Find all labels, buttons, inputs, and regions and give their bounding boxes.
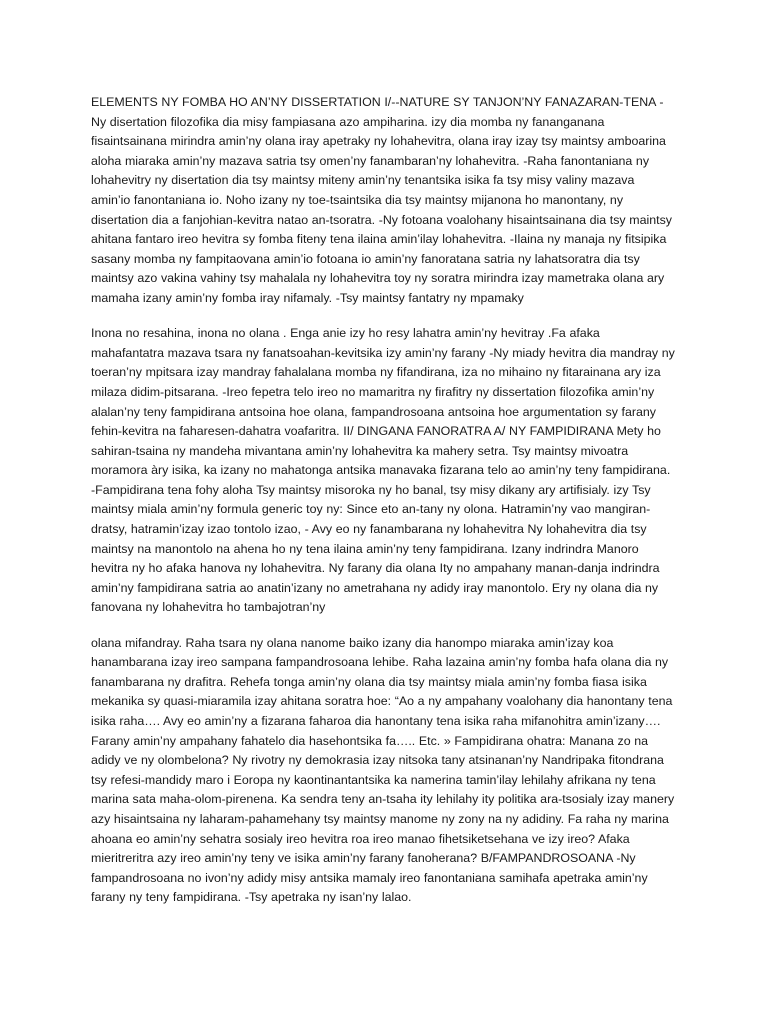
document-page	[91, 93, 675, 924]
paragraph-2: Inona no resahina, inona no olana . Enga anie izy ho resy lahatra amin’ny hevitray .Fa afaka mahafantatra mazava tsara ny fanatsoahan-kevitsika izy amin’ny farany -Ny miady hevitra dia mandray ny toeran’ny mpitsara izay mandray fahalalana momba ny fifandirana, iza no mihaino ny fitarainana ary iza milaza didim-pitsarana. -Ireo fepetra telo ireo no mamaritra ny firafitry ny dissertation filozofika amin’ny alalan’ny teny fampidirana antsoina hoe olana, fampandrosoana antsoina hoe argumentation sy farany fehin-kevitra na faharesen-dahatra voafaritra. II/ DINGANA FANORATRA A/ NY FAMPIDIRANA Mety ho sahiran-tsaina ny mandeha mivantana amin’ny lohahevitra ka mahery setra. Tsy maintsy mivoatra moramora àry isika, ka izany no mahatonga antsika manavaka fizarana telo ao amin’ny teny fampidirana. -Fampidirana tena fohy aloha Tsy maintsy misoroka ny ho banal, tsy misy dikany ary artifisialy. izy Tsy maintsy miala amin’ny formula generic toy ny: Since eto an-tany ny olona. Hatramin’ny vao mangiran-dratsy, hatramin’izay izao tontolo izao, - Avy eo ny fanambarana ny lohahevitra Ny lohahevitra dia tsy maintsy na manontolo na ahena ho ny tena ilaina amin’ny teny fampidirana. Izany indrindra Manoro hevitra ny ho afaka hanova ny lohahevitra. Ny farany dia olana Ity no ampahany manan-danja indrindra amin’ny fampidirana satria ao anatin’izany no ametrahana ny adidy iray manontolo. Ery ny olana dia ny fanovana ny lohahevitra ho tambajotran’ny	[91, 326, 675, 615]
paragraph-1: ELEMENTS NY FOMBA HO AN’NY DISSERTATION I/--NATURE SY TANJON’NY FANAZARAN-TENA -Ny disertation filozofika dia misy fampiasana azo ampiharina. izy dia momba ny fananganana fisaintsainana mirindra amin’ny olana iray apetraky ny lohahevitra, olana iray izay tsy maintsy amboarina aloha miaraka amin’ny mazava satria tsy omen’ny fanambaran’ny lohahevitra. -Raha fanontaniana ny lohahevitry ny disertation dia tsy maintsy miteny amin’ny tenantsika isika fa tsy misy valiny mazava amin’io fanontaniana io. Noho izany ny toe-tsaintsika dia tsy maintsy mijanona ho manontany, ny disertation dia a fanjohian-kevitra natao an-tsoratra. -Ny fotoana voalohany hisaintsainana dia tsy maintsy ahitana fantaro ireo hevitra sy fomba fiteny tena ilaina amin’ilay lohahevitra. -Ilaina ny manaja ny fitsipika sasany momba ny fampitaovana amin’io fotoana io amin’ny fanoratana satria ny lahatsoratra dia tsy maintsy azo vakina vahiny tsy mahalala ny lohahevitra toy ny soratra mirindra izay mametraka olana ary mamaha izany amin’ny fomba iray nifamaly. -Tsy maintsy fantatry ny mpamaky	[91, 95, 672, 305]
paragraph-3: olana mifandray. Raha tsara ny olana nanome baiko izany dia hanompo miaraka amin’izay koa hanambarana izay ireo sampana fampandrosoana lehibe. Raha lazaina amin’ny fomba hafa olana dia ny fanambarana ny drafitra. Rehefa tonga amin’ny olana dia tsy maintsy miala amin’ny fomba fiasa isika mekanika sy quasi-miaramila izay ahitana soratra hoe: “Ao a ny ampahany voalohany dia hanontany tena isika raha…. Avy eo amin’ny a fizarana faharoa dia hanontany tena isika raha mifanohitra amin’izany…. Farany amin’ny ampahany fahatelo dia hasehontsika fa….. Etc. » Fampidirana ohatra: Manana zo na adidy ve ny olombelona? Ny rivotry ny demokrasia izay nitsoka tany atsinanan’ny Nandripaka fitondrana tsy refesi-mandidy maro i Eoropa ny kaontinantantsika ka namerina tamin’ilay lehilahy afrikana ny tena marina sata maha-olom-pirenena. Ka sendra teny an-tsaha ity lehilahy ity politika ara-tsosialy izay manery azy hisaintsaina ny laharam-pahamehany tsy maintsy manome ny zony na ny adidiny. Fa raha ny marina ahoana eo amin’ny sehatra sosialy ireo hevitra roa ireo manao fihetsiketsehana ve izy ireo? Afaka mieritreritra azy ireo amin’ny teny ve isika amin’ny farany fanoherana? B/FAMPANDROSOANA -Ny fampandrosoana no ivon’ny adidy misy antsika mamaly ireo fanontaniana samihafa apetraka amin’ny farany ny teny fampidirana. -Tsy apetraka ny isan’ny lalao.	[91, 635, 675, 905]
